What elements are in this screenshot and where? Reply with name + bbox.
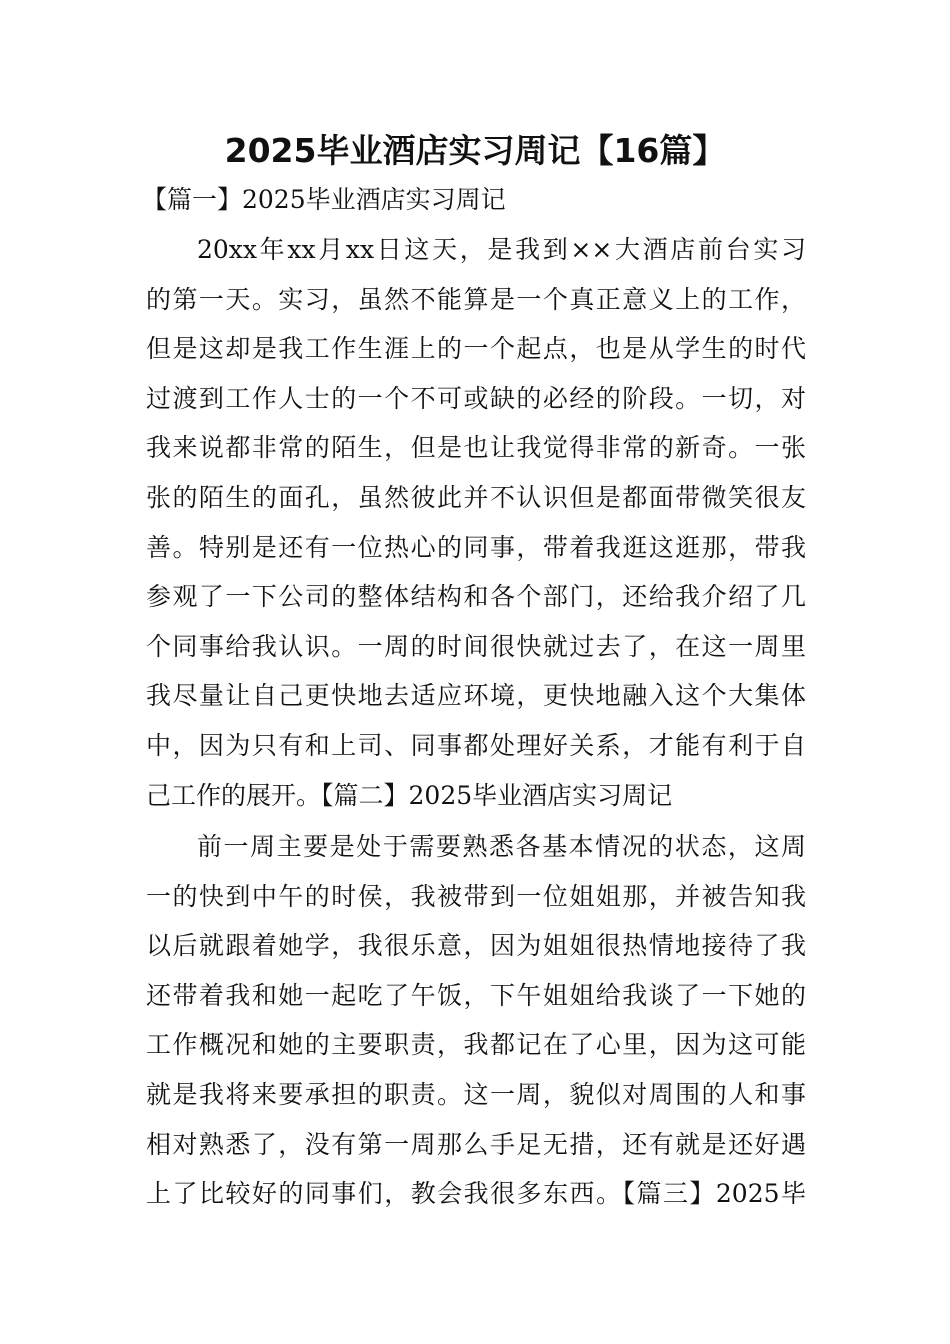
- paragraph-line: 以后就跟着她学，我很乐意，因为姐姐很热情地接待了我: [146, 931, 806, 961]
- document-title: 2025毕业酒店实习周记【16篇】: [224, 131, 726, 170]
- paragraph-line: 个同事给我认识。一周的时间很快就过去了，在这一周里: [146, 631, 806, 661]
- paragraph-line: 中，因为只有和上司、同事都处理好关系，才能有利于自: [146, 730, 806, 760]
- section-heading: 【篇一】2025毕业酒店实习周记: [142, 185, 506, 214]
- paragraph-2: [146, 822, 806, 1219]
- paragraph-line: 的第一天。实习，虽然不能算是一个真正意义上的工作，: [146, 284, 806, 314]
- paragraph-line: 一的快到中午的时侯，我被带到一位姐姐那，并被告知我: [146, 881, 806, 911]
- paragraph-line: 善。特别是还有一位热心的同事，带着我逛这逛那，带我: [146, 532, 806, 562]
- paragraph-line: 就是我将来要承担的职责。这一周，貌似对周围的人和事: [146, 1079, 806, 1109]
- paragraph-line: 己工作的展开。【篇二】2025毕业酒店实习周记: [146, 780, 673, 810]
- paragraph-line: 过渡到工作人士的一个不可或缺的必经的阶段。一切，对: [146, 383, 806, 413]
- paragraph-line: 上了比较好的同事们，教会我很多东西。【篇三】2025毕: [146, 1179, 806, 1209]
- paragraph-line: 我尽量让自己更快地去适应环境，更快地融入这个大集体: [146, 681, 806, 711]
- paragraph-line: 工作概况和她的主要职责，我都记在了心里，因为这可能: [146, 1030, 806, 1060]
- paragraph-line: 参观了一下公司的整体结构和各个部门，还给我介绍了几: [146, 582, 806, 612]
- paragraph-line: 相对熟悉了，没有第一周那么手足无措，还有就是还好遇: [146, 1129, 806, 1159]
- paragraph-line: 还带着我和她一起吃了午饭，下午姐姐给我谈了一下她的: [146, 980, 806, 1010]
- paragraph-line: 但是这却是我工作生涯上的一个起点，也是从学生的时代: [146, 334, 806, 364]
- paragraph-line: 我来说都非常的陌生，但是也让我觉得非常的新奇。一张: [146, 433, 806, 463]
- paragraph-line: 前一周主要是处于需要熟悉各基本情况的状态，这周: [197, 832, 806, 861]
- paragraph-line: 张的陌生的面孔，虽然彼此并不认识但是都面带微笑很友: [146, 482, 806, 512]
- paragraph-1: [146, 225, 806, 820]
- paragraph-line: 20xx年xx月xx日这天，是我到××大酒店前台实习: [197, 235, 806, 264]
